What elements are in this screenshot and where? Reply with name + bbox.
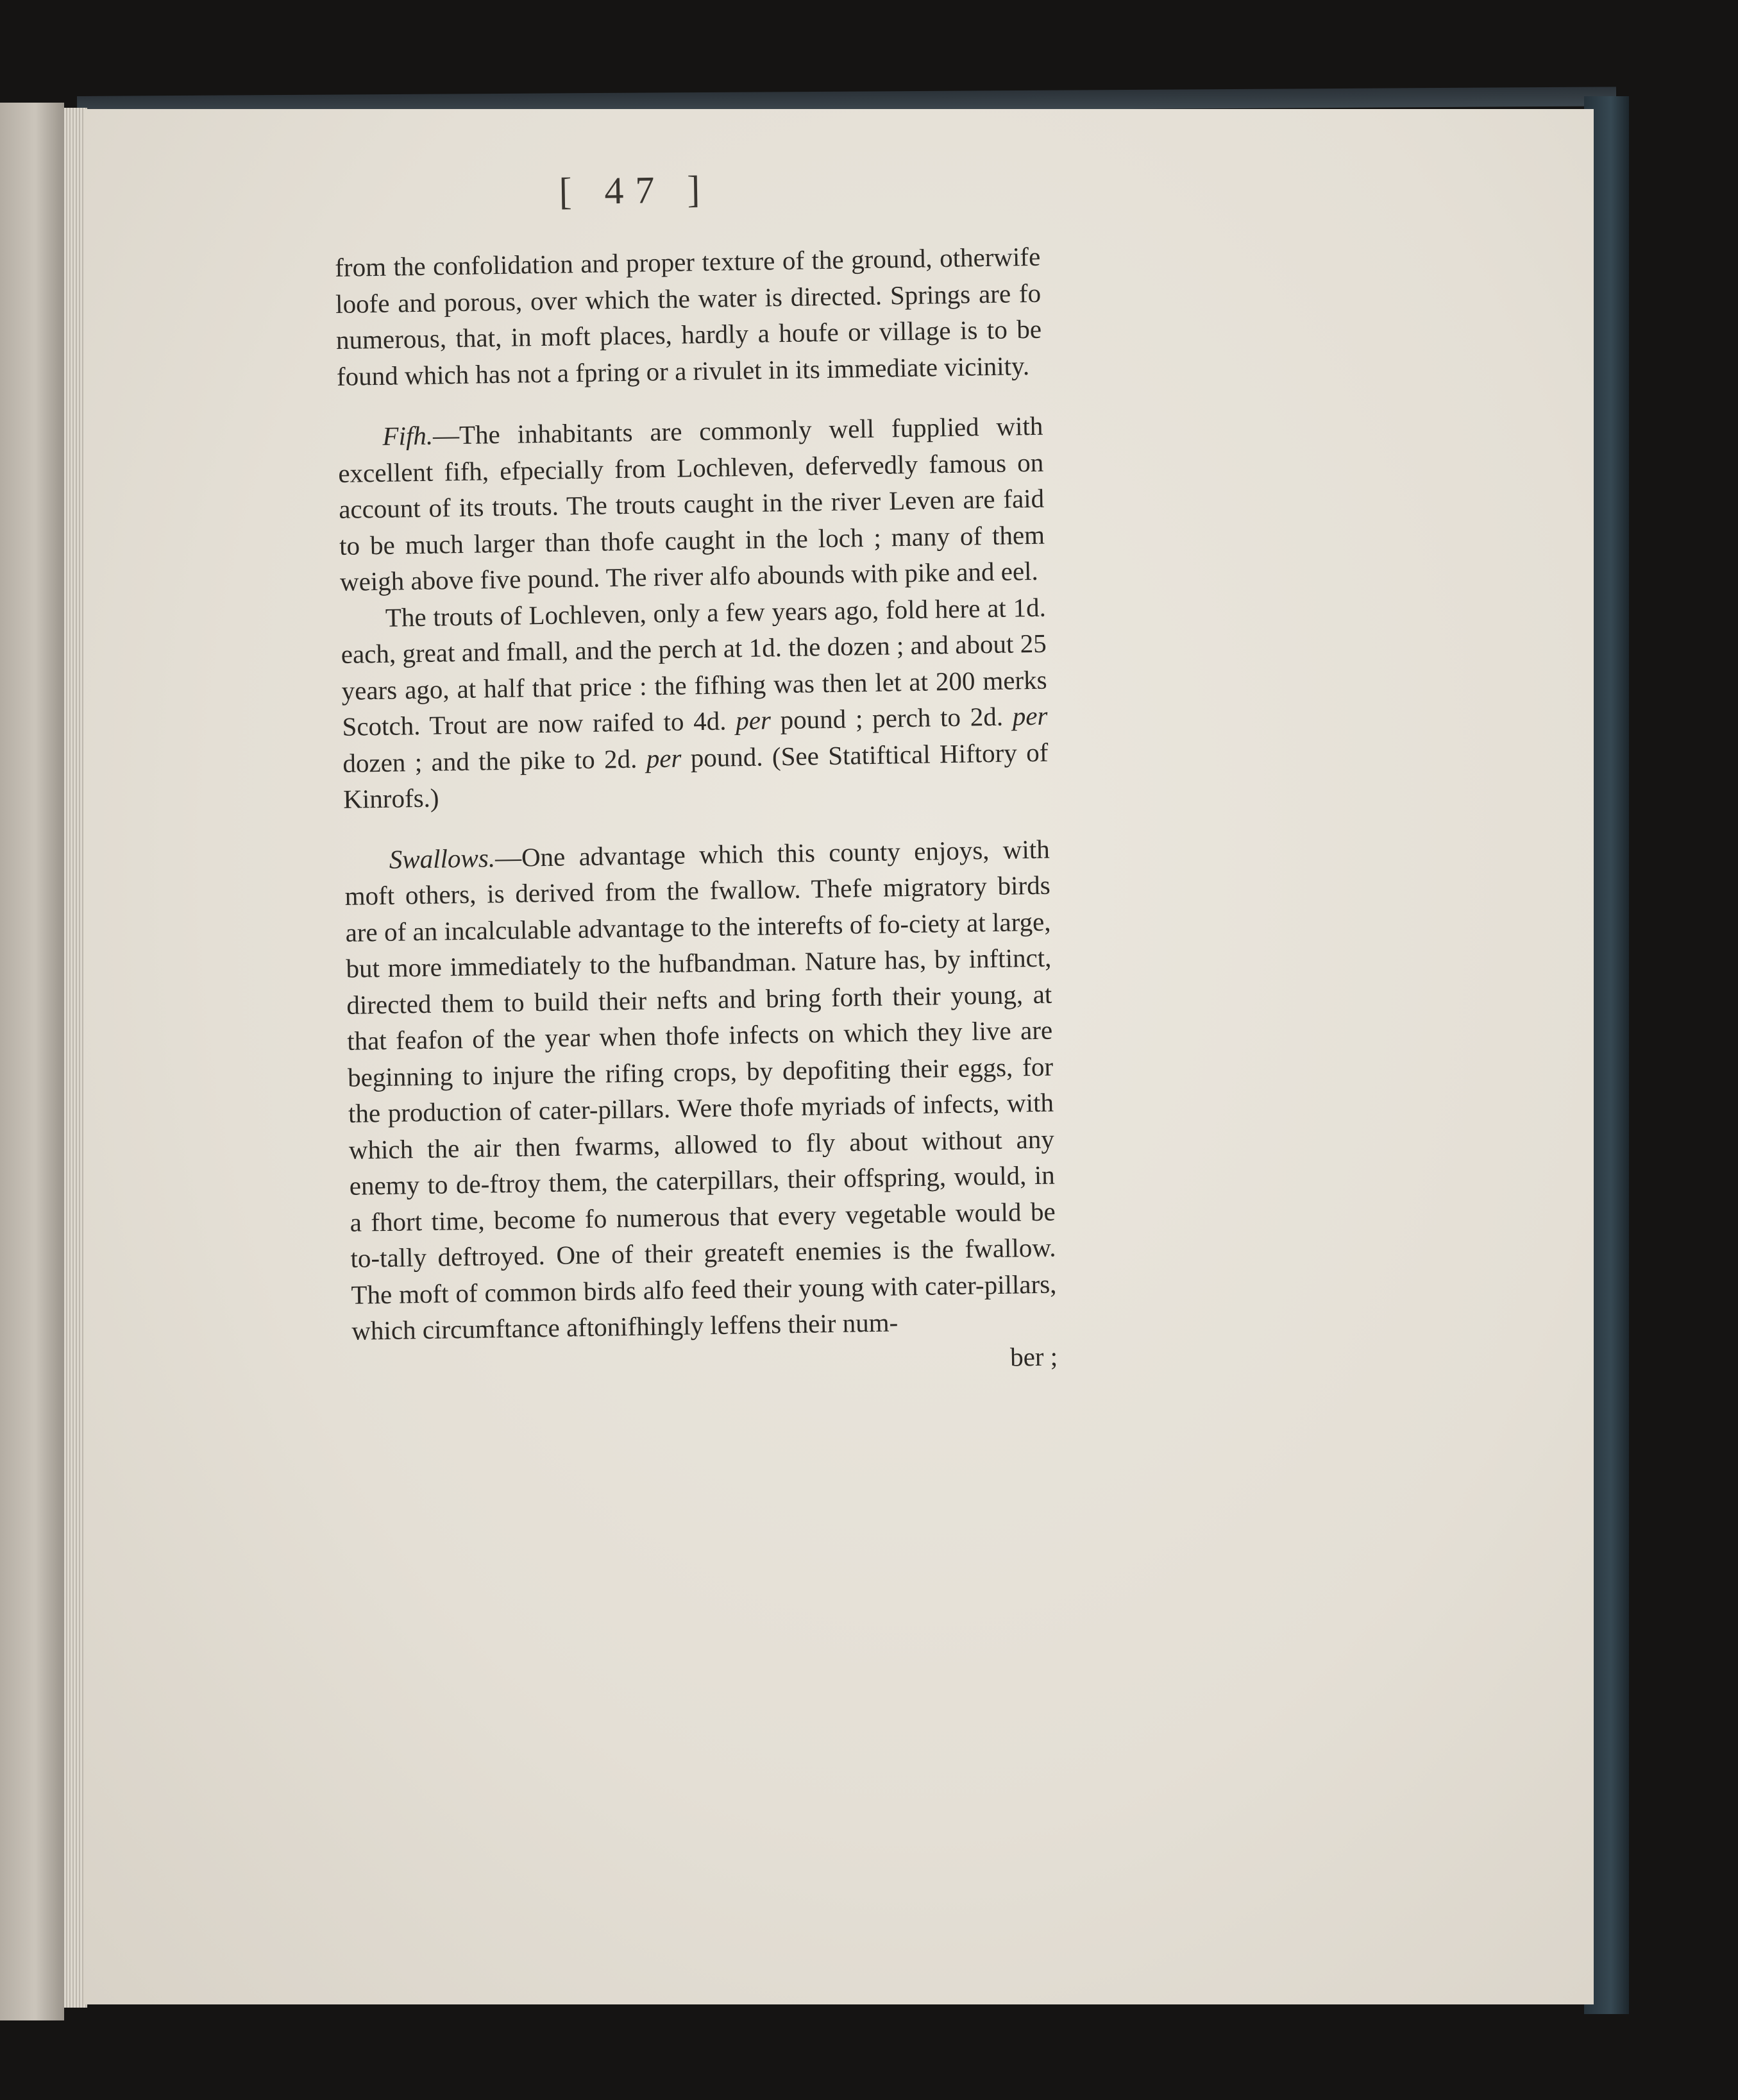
paragraph-text-part: The trouts of Lochleven, only a few years ago, fold here at 1d. each, great and fmall, and the perch at 1d. the dozen ; and about 25 years ago, at half that price : the fifhing was then let at 200 merks Scotch. Trout are now raifed to 4d. xyxy=(341,592,1047,741)
paragraph-springs xyxy=(335,239,1042,394)
paragraph-trout-prices xyxy=(340,589,1049,817)
paragraph-text: —One advantage which this county enjoys, with moft others, is derived from the fwallow. Thefe migratory birds are of an incalculable advantage to the interefts of fo-ciety at large, but more immediately to the hufbandman. Nature has, by inftinct, directed them to build their nefts and bring forth their young, at that feafon of the year when thofe infects on which they live are beginning to injure the rifing crops, by depofiting their eggs, for the production of cater-pillars. Were thofe myriads of infects, with which the air then fwarms, allowed to fly about without any enemy to de-ftroy them, the caterpillars, their offspring, would, in a fhort time, become fo numerous that every vegetable would be to-tally deftroyed. One of their greateft enemies is the fwallow. The moft of common birds alfo feed their young with cater-pillars, which circumftance aftonifhingly leffens their num- xyxy=(344,834,1057,1346)
paragraph-text-part: pound ; perch to 2d. xyxy=(770,701,1013,735)
paragraph-text-part: pound. (See Statiftical Hiftory of Kinrofs.) xyxy=(342,737,1049,814)
paragraph-text: —The inhabitants are commonly well fupplied with excellent fifh, efpecially from Lochleven, defervedly famous on account of its trouts. The trouts caught in the river Leven are faid to be much larger than thofe caught in the loch ; many of them weigh above five pound. The river alfo abounds with pike and eel. xyxy=(337,411,1045,597)
latin-per: per xyxy=(1012,700,1048,731)
paragraph-fish xyxy=(337,408,1045,600)
latin-per: per xyxy=(735,705,772,736)
latin-per: per xyxy=(646,743,682,773)
page-text xyxy=(333,162,1058,1385)
page-number: [ 47 ] xyxy=(558,167,712,213)
section-heading-swallows: Swallows. xyxy=(389,842,496,874)
section-heading-fish: Fifh. xyxy=(382,420,434,451)
paragraph-swallows xyxy=(344,831,1057,1349)
paragraph-text: from the confolidation and proper texture of the ground, otherwife loofe and porous, over which the water is directed. Springs are fo numerous, that, in moft places, hardly a houfe or village is to be found which has not a fpring or a rivulet in its immediate vicinity. xyxy=(334,241,1042,391)
catchword: ber ; xyxy=(1009,1341,1058,1372)
left-page-edge xyxy=(0,103,64,2020)
paragraph-text-part: dozen ; and the pike to 2d. xyxy=(342,743,647,778)
